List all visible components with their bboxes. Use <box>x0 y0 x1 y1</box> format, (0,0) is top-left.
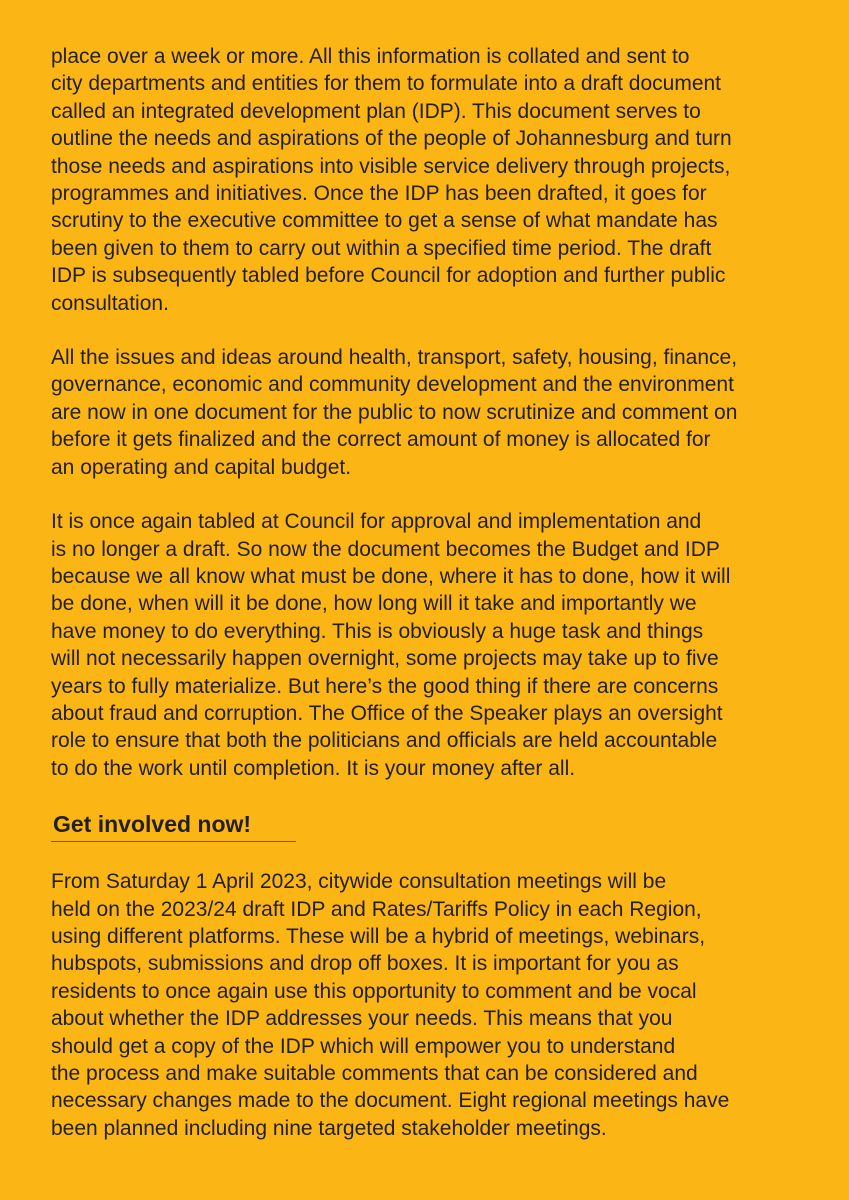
text-line: IDP is subsequently tabled before Council for adoption and further public <box>51 264 726 288</box>
text-line: to do the work until completion. It is your money after all. <box>51 756 576 780</box>
section-heading: Get involved now! <box>53 811 252 838</box>
text-line: It is once again tabled at Council for approval and implementation and <box>51 510 702 534</box>
text-line: is no longer a draft. So now the document becomes the Budget and IDP <box>51 537 720 561</box>
text-line: should get a copy of the IDP which will empower you to understand <box>51 1034 676 1058</box>
text-line: using different platforms. These will be a hybrid of meetings, webinars, <box>51 924 706 948</box>
text-line: called an integrated development plan (IDP). This document serves to <box>51 99 701 123</box>
text-line: have money to do everything. This is obviously a huge task and things <box>51 619 704 643</box>
text-line: place over a week or more. All this information is collated and sent to <box>51 45 690 68</box>
text-line: about whether the IDP addresses your needs. This means that you <box>51 1007 673 1031</box>
paragraph-idp-drafting <box>51 43 809 317</box>
text-line: necessary changes made to the document. Eight regional meetings have <box>51 1089 730 1113</box>
text-line: because we all know what must be done, where it has to done, how it will <box>51 564 731 588</box>
text-line: governance, economic and community development and the environment <box>51 373 734 397</box>
paragraph-get-involved <box>51 868 809 1142</box>
paragraph-issues-and-ideas <box>51 344 809 481</box>
text-line: residents to once again use this opportunity to comment and be vocal <box>51 979 697 1003</box>
text-line: held on the 2023/24 draft IDP and Rates/Tariffs Policy in each Region, <box>51 897 702 921</box>
text-line: role to ensure that both the politicians and officials are held accountable <box>51 729 718 753</box>
text-line: All the issues and ideas around health, transport, safety, housing, finance, <box>51 346 738 370</box>
text-line: outline the needs and aspirations of the people of Johannesburg and turn <box>51 127 732 151</box>
text-line: years to fully materialize. But here’s the good thing if there are concerns <box>51 674 719 698</box>
section-heading-underline <box>51 810 296 842</box>
text-line: be done, when will it be done, how long will it take and importantly we <box>51 592 697 616</box>
text-line: scrutiny to the executive committee to get a sense of what mandate has <box>51 209 718 233</box>
text-line: city departments and entities for them to formulate into a draft document <box>51 72 722 96</box>
paragraph-budget-and-idp <box>51 508 809 782</box>
text-line: From Saturday 1 April 2023, citywide consultation meetings will be <box>51 870 667 894</box>
text-line: before it gets finalized and the correct amount of money is allocated for <box>51 428 711 452</box>
text-line: an operating and capital budget. <box>51 455 352 479</box>
text-line: programmes and initiatives. Once the IDP has been drafted, it goes for <box>51 182 707 206</box>
text-line: will not necessarily happen overnight, some projects may take up to five <box>51 647 719 671</box>
text-line: those needs and aspirations into visible service delivery through projects, <box>51 154 731 178</box>
text-line: been given to them to carry out within a specified time period. The draft <box>51 236 712 260</box>
text-line: hubspots, submissions and drop off boxes. It is important for you as <box>51 952 679 976</box>
text-line: the process and make suitable comments that can be considered and <box>51 1062 698 1085</box>
text-line: consultation. <box>51 291 169 315</box>
text-line: been planned including nine targeted stakeholder meetings. <box>51 1116 607 1140</box>
text-line: are now in one document for the public to now scrutinize and comment on <box>51 400 738 424</box>
text-line: about fraud and corruption. The Office of the Speaker plays an oversight <box>51 701 723 725</box>
